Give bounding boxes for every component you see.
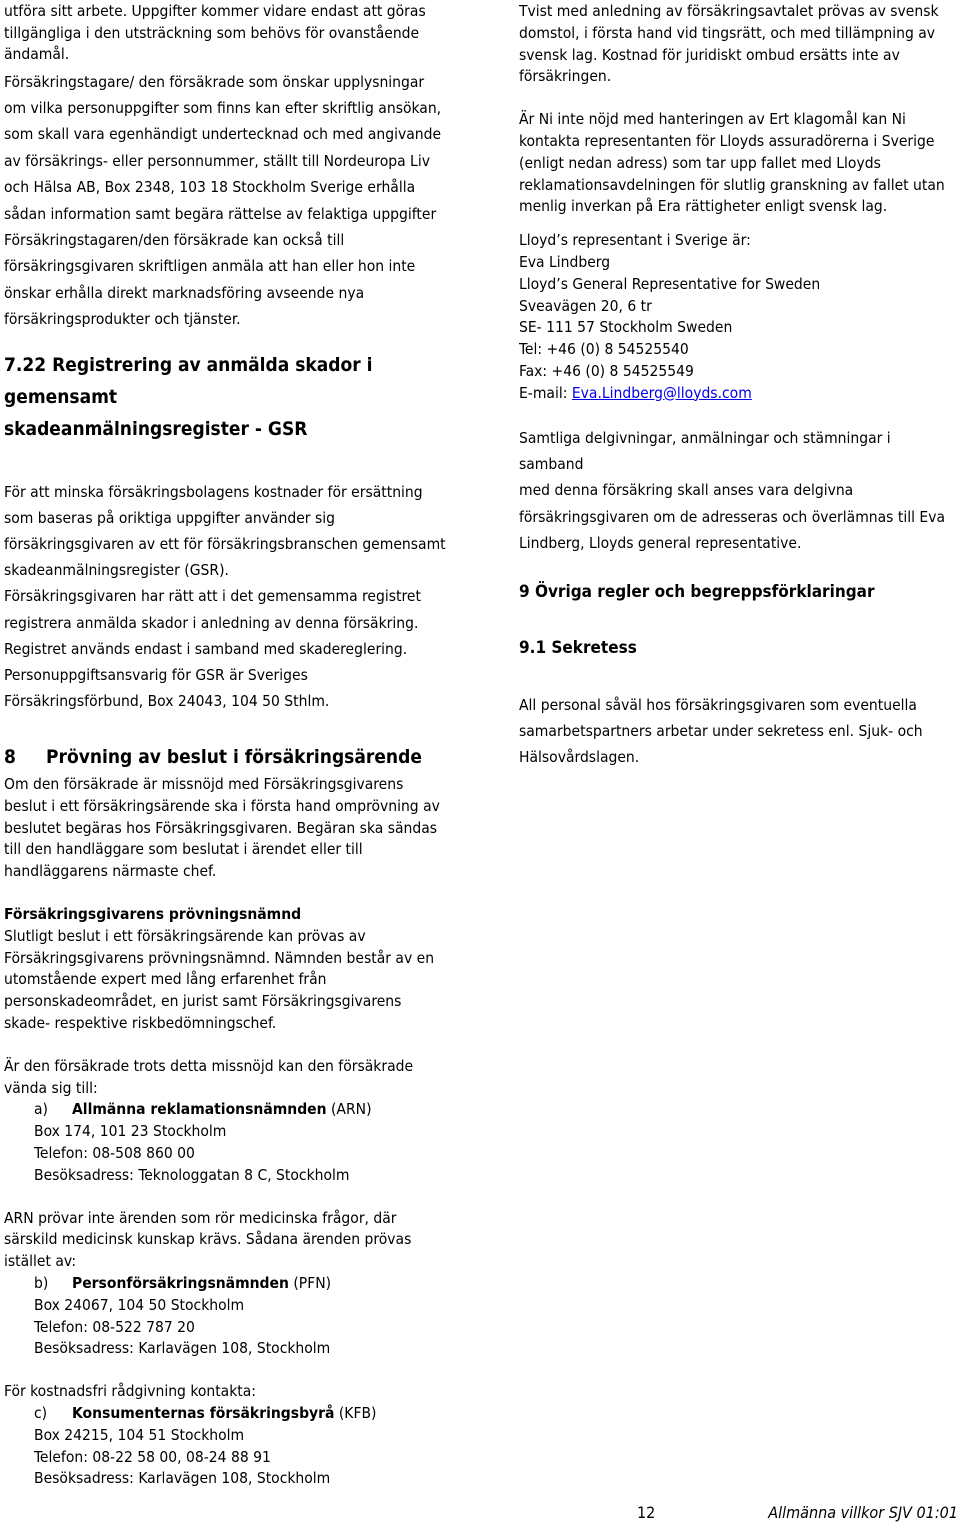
text-line: särskild medicinsk kunskap krävs. Sådana ärenden prövas bbox=[4, 1230, 412, 1249]
email-link[interactable]: Eva.Lindberg@lloyds.com bbox=[571, 383, 752, 402]
text-line: ARN prövar inte ärenden som rör medicinska frågor, där bbox=[4, 1208, 397, 1227]
list-label: a) bbox=[34, 1100, 48, 1119]
pfn-name: Personförsäkringsnämnden bbox=[72, 1273, 289, 1292]
email-line bbox=[519, 383, 959, 405]
pfn-block bbox=[4, 1273, 564, 1360]
text-line: menlig inverkan på Era rättigheter enligt svensk lag. bbox=[519, 197, 888, 216]
text-line: och Hälsa AB, Box 2348, 103 18 Stockholm Sverige erhålla bbox=[4, 178, 416, 197]
heading-line: skadeanmälningsregister - GSR bbox=[4, 417, 308, 440]
still-paragraph bbox=[4, 1056, 564, 1100]
kfb-name: Konsumenternas försäkringsbyrå bbox=[72, 1403, 335, 1422]
text-line: Tel: +46 (0) 8 54525540 bbox=[519, 340, 689, 359]
text-line: Telefon: 08-508 860 00 bbox=[34, 1143, 195, 1162]
text-line: beslut i ett försäkringsärende ska i första hand omprövning av bbox=[4, 796, 440, 815]
text-line: Besöksadress: Teknologgatan 8 C, Stockholm bbox=[34, 1165, 350, 1184]
text-line: Slutligt beslut i ett försäkringsärende kan prövas av bbox=[4, 926, 366, 945]
text-line: av försäkrings- eller personnummer, ställt till Nordeuropa Liv bbox=[4, 151, 430, 170]
text-line: Lloyd’s General Representative for Sweden bbox=[519, 274, 821, 293]
text-line: beslutet begäras hos Försäkringsgivaren. Begäran ska sändas bbox=[4, 818, 438, 837]
text-line: önskar erhålla direkt marknadsföring avseende nya bbox=[4, 283, 365, 302]
free-advice-line: För kostnadsfri rådgivning kontakta: bbox=[4, 1382, 257, 1401]
text-line: (enligt nedan adress) som tar upp fallet med Lloyds bbox=[519, 153, 881, 172]
review-paragraph bbox=[4, 774, 564, 883]
kfb-title-line bbox=[34, 1403, 564, 1425]
text-line: skadeanmälningsregister (GSR). bbox=[4, 561, 229, 580]
text-line: Eva Lindberg bbox=[519, 252, 611, 271]
intro-paragraph bbox=[4, 1, 474, 66]
info-paragraph bbox=[4, 69, 474, 333]
left-column bbox=[4, 0, 474, 771]
section-heading-9-1: 9.1 Sekretess bbox=[519, 637, 637, 658]
text-line: SE- 111 57 Stockholm Sweden bbox=[519, 318, 733, 337]
document-title: Allmänna villkor SJV 01:01 bbox=[768, 1503, 958, 1522]
text-line: utföra sitt arbete. Uppgifter kommer vidare endast att göras bbox=[4, 2, 426, 20]
text-line: försäkringsgivaren om de adresseras och överlämnas till Eva bbox=[519, 507, 945, 526]
text-line: Besöksadress: Karlavägen 108, Stockholm bbox=[34, 1469, 331, 1488]
text-line: Box 24067, 104 50 Stockholm bbox=[34, 1295, 245, 1314]
text-line: Försäkringsförbund, Box 24043, 104 50 Sthlm. bbox=[4, 692, 330, 711]
text-line: reklamationsavdelningen för slutlig granskning av fallet utan bbox=[519, 175, 945, 194]
text-line: svensk lag. Kostnad för juridiskt ombud ersätts inte av bbox=[519, 45, 900, 64]
text-line: Telefon: 08-22 58 00, 08-24 88 91 bbox=[34, 1447, 271, 1466]
footer bbox=[0, 1503, 960, 1523]
section-heading-8 bbox=[4, 744, 474, 771]
text-line: Försäkringsgivaren har rätt att i det gemensamma registret bbox=[4, 587, 421, 606]
text-line: Samtliga delgivningar, anmälningar och stämningar i samband bbox=[519, 428, 891, 473]
text-line: Box 174, 101 23 Stockholm bbox=[34, 1122, 227, 1141]
text-line: till den handläggare som beslutat i ärendet eller till bbox=[4, 840, 363, 859]
text-line: Tvist med anledning av försäkringsavtalet prövas av svensk bbox=[519, 2, 939, 20]
text-line: Är den försäkrade trots detta missnöjd kan den försäkrade bbox=[4, 1056, 414, 1075]
text-line: skade- respektive riskbedömningschef. bbox=[4, 1013, 277, 1032]
text-line: kontakta representanten för Lloyds assuradörerna i Sverige bbox=[519, 131, 935, 150]
kfb-block bbox=[4, 1403, 564, 1490]
arn-abbrev: (ARN) bbox=[326, 1100, 372, 1119]
board-section bbox=[4, 904, 564, 1035]
text-line: Hälsovårdslagen. bbox=[519, 748, 640, 767]
kfb-abbrev: (KFB) bbox=[334, 1403, 377, 1422]
text-line: med denna försäkring skall anses vara delgivna bbox=[519, 481, 854, 500]
complaint-paragraph bbox=[519, 109, 959, 218]
section-heading-9: 9 Övriga regler och begreppsförklaringar bbox=[519, 581, 875, 602]
section-heading-7-22 bbox=[4, 349, 474, 445]
text-line: Registret används endast i samband med skadereglering. bbox=[4, 639, 408, 658]
dispute-paragraph bbox=[519, 1, 959, 88]
text-line: istället av: bbox=[4, 1252, 77, 1271]
arn-block bbox=[4, 1099, 564, 1186]
text-line: All personal såväl hos försäkringsgivaren som eventuella bbox=[519, 695, 917, 714]
text-line: Telefon: 08-522 787 20 bbox=[34, 1317, 195, 1336]
text-line: Försäkringstagare/ den försäkrade som önskar upplysningar bbox=[4, 72, 425, 91]
arn-title-line bbox=[34, 1099, 564, 1121]
text-line: handläggarens närmaste chef. bbox=[4, 862, 217, 881]
text-line: försäkringen. bbox=[519, 67, 612, 86]
text-line: personskadeområdet, en jurist samt Försäkringsgivarens bbox=[4, 992, 402, 1011]
text-line: som baseras på oriktiga uppgifter använder sig bbox=[4, 508, 335, 527]
bottom-section bbox=[4, 774, 564, 1490]
secrecy-paragraph bbox=[519, 692, 959, 771]
text-line: registrera anmälda skador i anledning av denna försäkring. bbox=[4, 613, 419, 632]
text-line: För att minska försäkringsbolagens kostnader för ersättning bbox=[4, 482, 423, 501]
heading-text: Prövning av beslut i försäkringsärende bbox=[46, 746, 422, 769]
text-line: Försäkringsgivarens prövningsnämnd. Nämnden består av en bbox=[4, 948, 435, 967]
text-line: Lloyd’s representant i Sverige är: bbox=[519, 231, 751, 250]
pfn-abbrev: (PFN) bbox=[288, 1273, 332, 1292]
text-line: försäkringsgivaren av ett för försäkringsbranschen gemensamt bbox=[4, 534, 446, 553]
text-line: vända sig till: bbox=[4, 1078, 98, 1097]
heading-number: 8 bbox=[4, 746, 16, 769]
text-line: Box 24215, 104 51 Stockholm bbox=[34, 1425, 245, 1444]
board-heading: Försäkringsgivarens prövningsnämnd bbox=[4, 904, 302, 923]
text-line: om vilka personuppgifter som finns kan efter skriftlig ansökan, bbox=[4, 98, 442, 117]
text-line: Besöksadress: Karlavägen 108, Stockholm bbox=[34, 1339, 331, 1358]
text-line: tillgängliga i den utsträckning som behövs för ovanstående bbox=[4, 23, 420, 42]
text-line: som skall vara egenhändigt undertecknad och med angivande bbox=[4, 125, 442, 144]
gsr-paragraph bbox=[4, 479, 474, 715]
text-line: Sveavägen 20, 6 tr bbox=[519, 296, 652, 315]
representative-address bbox=[519, 230, 959, 404]
email-label: E-mail: bbox=[519, 383, 572, 402]
right-column bbox=[519, 0, 959, 771]
text-line: Är Ni inte nöjd med hanteringen av Ert klagomål kan Ni bbox=[519, 110, 906, 129]
page-number: 12 bbox=[637, 1503, 656, 1522]
list-label: b) bbox=[34, 1273, 49, 1292]
text-line: sådan information samt begära rättelse av felaktiga uppgifter bbox=[4, 204, 437, 223]
text-line: Om den försäkrade är missnöjd med Försäkringsgivarens bbox=[4, 775, 404, 793]
text-line: samarbetspartners arbetar under sekretess enl. Sjuk- och bbox=[519, 721, 923, 740]
text-line: Lindberg, Lloyds general representative. bbox=[519, 534, 802, 553]
list-label: c) bbox=[34, 1403, 48, 1422]
text-line: Fax: +46 (0) 8 54525549 bbox=[519, 361, 694, 380]
text-line: försäkringsprodukter och tjänster. bbox=[4, 310, 241, 329]
text-line: Personuppgiftsansvarig för GSR är Sveriges bbox=[4, 665, 308, 684]
arn-name: Allmänna reklamationsnämnden bbox=[72, 1100, 327, 1119]
arn-note-paragraph bbox=[4, 1208, 564, 1273]
text-line: ändamål. bbox=[4, 45, 70, 63]
pfn-title-line bbox=[34, 1273, 564, 1295]
text-line: försäkringsgivaren skriftligen anmäla att han eller hon inte bbox=[4, 257, 416, 276]
service-paragraph bbox=[519, 425, 959, 557]
heading-line: 7.22 Registrering av anmälda skador i gemensamt bbox=[4, 353, 373, 408]
text-line: utomstående expert med lång erfarenhet från bbox=[4, 970, 327, 989]
text-line: domstol, i första hand vid tingsrätt, och med tillämpning av bbox=[519, 23, 936, 42]
text-line: Försäkringstagaren/den försäkrade kan också till bbox=[4, 230, 345, 249]
